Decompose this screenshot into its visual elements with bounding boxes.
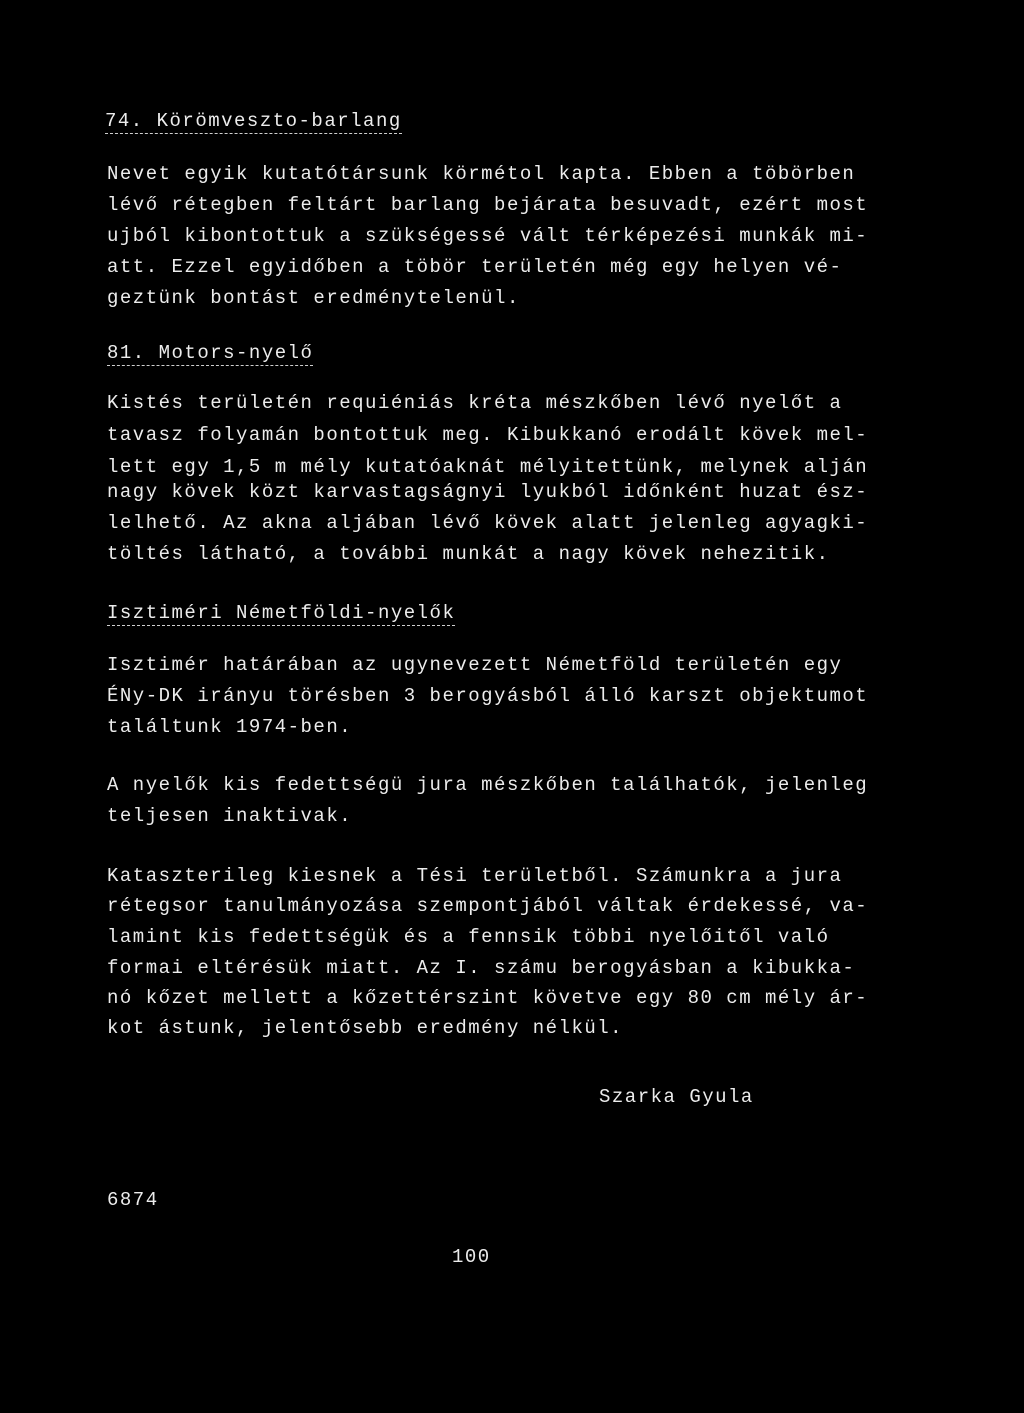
- text-line: A nyelők kis fedettségü jura mészkőben találhatók, jelenleg: [107, 774, 869, 796]
- text-line: lelhető. Az akna aljában lévő kövek alatt jelenleg agyagki-: [107, 512, 869, 534]
- text-line: Kistés területén requiéniás kréta mészkőben lévő nyelőt a: [107, 392, 843, 414]
- section-heading-81: 81. Motors-nyelő: [107, 342, 314, 364]
- text-line: formai eltérésük miatt. Az I. számu berogyásban a kibukka-: [107, 957, 856, 979]
- text-line: lett egy 1,5 m mély kutatóaknát mélyitettünk, melynek alján: [107, 456, 869, 478]
- text-line: att. Ezzel egyidőben a töbör területén még egy helyen vé-: [107, 256, 843, 278]
- text-line: nó kőzet mellett a kőzettérszint követve egy 80 cm mély ár-: [107, 987, 869, 1009]
- text-line: rétegsor tanulmányozása szempontjából váltak érdekessé, va-: [107, 895, 869, 917]
- text-line: nagy kövek közt karvastagságnyi lyukból időnként huzat ész-: [107, 481, 869, 503]
- text-line: teljesen inaktivak.: [107, 805, 353, 827]
- text-line: tavasz folyamán bontottuk meg. Kibukkanó erodált kövek mel-: [107, 424, 869, 446]
- page-number: 100: [452, 1246, 491, 1268]
- author-signature: Szarka Gyula: [599, 1086, 754, 1108]
- section-heading-isztimeri: Isztiméri Németföldi-nyelők: [107, 602, 456, 624]
- text-line: geztünk bontást eredménytelenül.: [107, 287, 520, 309]
- text-line: Nevet egyik kutatótársunk körmétol kapta. Ebben a töbörben: [107, 163, 856, 185]
- catalog-number: 6874: [107, 1189, 159, 1211]
- text-line: töltés látható, a további munkát a nagy kövek nehezitik.: [107, 543, 830, 565]
- text-line: lamint kis fedettségük és a fennsik többi nyelőitől való: [107, 926, 830, 948]
- text-line: lévő rétegben feltárt barlang bejárata besuvadt, ezért most: [107, 194, 869, 216]
- text-line: Isztimér határában az ugynevezett Németföld területén egy: [107, 654, 843, 676]
- section-heading-74: 74. Körömveszto-barlang: [105, 110, 402, 132]
- text-line: ujból kibontottuk a szükségessé vált térképezési munkák mi-: [107, 225, 869, 247]
- text-line: Kataszterileg kiesnek a Tési területből. Számunkra a jura: [107, 865, 843, 887]
- text-line: ÉNy-DK irányu törésben 3 berogyásból álló karszt objektumot: [107, 685, 869, 707]
- text-line: kot ástunk, jelentősebb eredmény nélkül.: [107, 1017, 624, 1039]
- text-line: találtunk 1974-ben.: [107, 716, 353, 738]
